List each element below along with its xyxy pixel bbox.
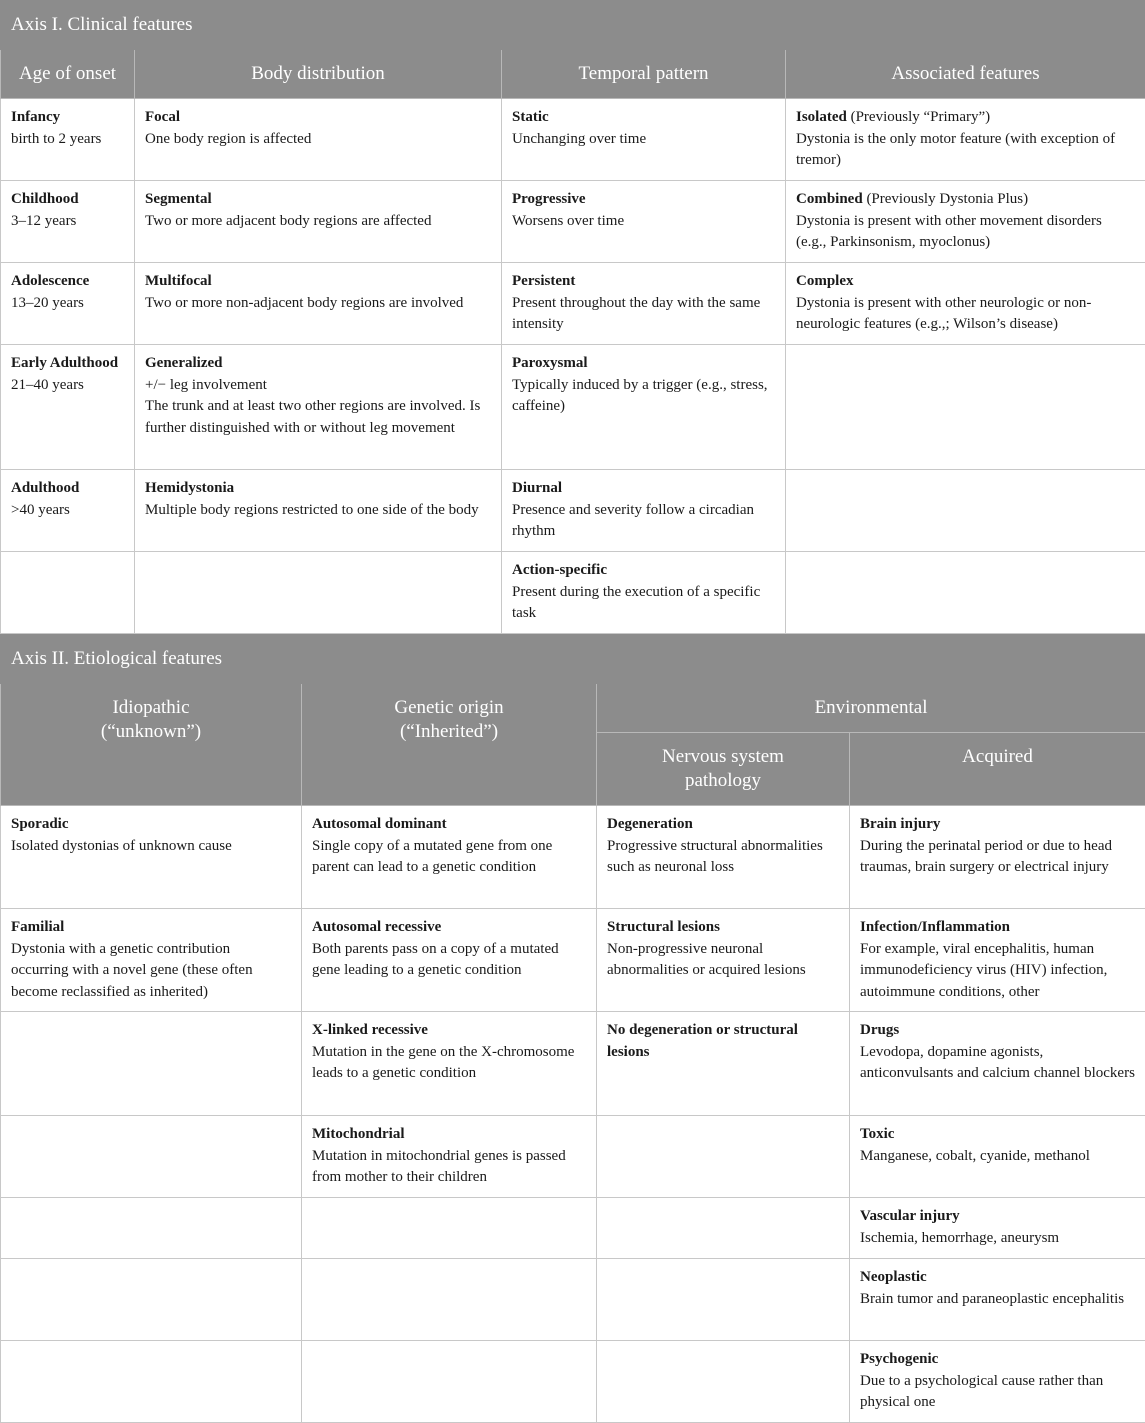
empty-cell — [1, 1198, 302, 1259]
cell-term: Autosomal recessive — [312, 919, 442, 935]
empty-cell — [1, 552, 135, 634]
cell-description: Isolated dystonias of unknown cause — [11, 837, 232, 854]
cell-term-line — [312, 1124, 586, 1146]
cell-term: Childhood — [11, 191, 79, 207]
empty-cell — [135, 552, 502, 634]
empty-cell — [1, 1012, 302, 1116]
table-row — [1, 1259, 1145, 1341]
cell-term-line — [512, 478, 775, 500]
cell-description: The trunk and at least two other regions are involved. Is further distinguished with or without leg movement — [145, 398, 481, 436]
cell-term-line — [11, 814, 291, 836]
table-cell — [850, 806, 1145, 909]
cell-term-line — [11, 917, 291, 939]
table-cell — [850, 1116, 1145, 1198]
cell-term-line — [860, 814, 1135, 836]
cell-term: Autosomal dominant — [312, 816, 447, 832]
cell-term-line — [11, 353, 124, 375]
cell-term: Structural lesions — [607, 919, 720, 935]
table-cell — [850, 1341, 1145, 1423]
cell-term: Neoplastic — [860, 1269, 927, 1285]
header-body-distribution: Body distribution — [135, 50, 502, 99]
cell-term-line — [860, 1124, 1135, 1146]
table-cell — [786, 263, 1145, 345]
header-nervous-line2: pathology — [685, 770, 761, 791]
empty-cell — [1, 1259, 302, 1341]
cell-term-line — [145, 478, 491, 500]
cell-description: Multiple body regions restricted to one side of the body — [145, 501, 479, 518]
header-environmental: Environmental — [597, 684, 1145, 733]
axis2-title: Axis II. Etiological features — [1, 635, 1145, 684]
cell-description: Worsens over time — [512, 212, 625, 229]
cell-description: birth to 2 years — [11, 130, 102, 147]
cell-description: 3–12 years — [11, 212, 77, 229]
empty-cell — [302, 1341, 597, 1423]
cell-term-line — [512, 353, 775, 375]
cell-term-line — [11, 271, 124, 293]
cell-term-line — [512, 271, 775, 293]
table-row — [1, 470, 1145, 552]
table-cell — [1, 806, 302, 909]
cell-term: Degeneration — [607, 816, 693, 832]
header-temporal-pattern: Temporal pattern — [502, 50, 786, 99]
cell-description: One body region is affected — [145, 130, 312, 147]
empty-cell — [597, 1198, 850, 1259]
cell-term-line — [312, 917, 586, 939]
table-row — [1, 345, 1145, 470]
cell-term-note: (Previously Dystonia Plus) — [862, 191, 1029, 207]
cell-term: Sporadic — [11, 816, 69, 832]
cell-description: During the perinatal period or due to head traumas, brain surgery or electrical injury — [860, 837, 1112, 875]
cell-description: Both parents pass on a copy of a mutated gene leading to a genetic condition — [312, 940, 559, 978]
axis2-body — [1, 806, 1145, 1423]
table-cell — [135, 181, 502, 263]
table-row — [1, 552, 1145, 634]
table-row — [1, 1341, 1145, 1423]
cell-term-line — [11, 107, 124, 129]
table-row — [1, 909, 1145, 1012]
cell-description: Non-progressive neuronal abnormalities or acquired lesions — [607, 940, 806, 978]
header-nervous-system-pathology — [597, 733, 850, 806]
cell-term-line — [860, 1349, 1135, 1371]
header-genetic-origin — [302, 684, 597, 806]
empty-cell — [1, 1341, 302, 1423]
empty-cell — [597, 1341, 850, 1423]
empty-cell — [786, 345, 1145, 470]
empty-cell — [302, 1259, 597, 1341]
table-cell — [597, 1012, 850, 1116]
empty-cell — [597, 1116, 850, 1198]
cell-term: Infancy — [11, 109, 61, 125]
cell-description: Levodopa, dopamine agonists, anticonvulsants and calcium channel blockers — [860, 1043, 1135, 1081]
table-cell — [502, 470, 786, 552]
cell-description: Progressive structural abnormalities such as neuronal loss — [607, 837, 823, 875]
table-cell — [597, 806, 850, 909]
cell-term-line — [860, 917, 1135, 939]
table-cell — [135, 263, 502, 345]
cell-term: Multifocal — [145, 273, 212, 289]
cell-term-line — [11, 189, 124, 211]
cell-term-line — [796, 189, 1135, 211]
table-row — [1, 1198, 1145, 1259]
cell-term: Progressive — [512, 191, 586, 207]
cell-term: X-linked recessive — [312, 1022, 428, 1038]
header-acquired: Acquired — [850, 733, 1145, 806]
table-row — [1, 1012, 1145, 1116]
cell-term-line — [145, 271, 491, 293]
header-associated-features: Associated features — [786, 50, 1145, 99]
table-cell — [302, 1012, 597, 1116]
table-row — [1, 1116, 1145, 1198]
cell-term-line — [145, 189, 491, 211]
table-cell — [502, 181, 786, 263]
axis1-body — [1, 99, 1145, 634]
cell-term: Toxic — [860, 1126, 895, 1142]
table-cell — [1, 909, 302, 1012]
cell-term-line — [607, 814, 839, 836]
cell-term: Complex — [796, 273, 854, 289]
table-cell — [135, 470, 502, 552]
table-cell — [135, 345, 502, 470]
cell-term-line — [11, 478, 124, 500]
cell-term: Psychogenic — [860, 1351, 939, 1367]
cell-term: Combined — [796, 191, 863, 207]
table-cell — [850, 1259, 1145, 1341]
table-cell — [1, 470, 135, 552]
cell-term-line — [796, 271, 1135, 293]
cell-term: Paroxysmal — [512, 355, 588, 371]
cell-term: Focal — [145, 109, 180, 125]
cell-description: Two or more adjacent body regions are affected — [145, 212, 432, 229]
header-age-of-onset: Age of onset — [1, 50, 135, 99]
table-cell — [786, 99, 1145, 181]
table-cell — [1, 345, 135, 470]
cell-term: No degeneration or structural lesions — [607, 1022, 798, 1060]
cell-term-line — [312, 814, 586, 836]
cell-description: Dystonia is present with other neurologic or non-neurologic features (e.g.,; Wilson’s disease) — [796, 294, 1092, 332]
empty-cell — [302, 1198, 597, 1259]
cell-description: >40 years — [11, 501, 70, 518]
cell-term: Early Adulthood — [11, 355, 119, 371]
table-cell — [502, 345, 786, 470]
cell-term: Familial — [11, 919, 65, 935]
cell-description: Manganese, cobalt, cyanide, methanol — [860, 1147, 1090, 1164]
table-cell — [302, 909, 597, 1012]
table-cell — [302, 806, 597, 909]
cell-description: Mutation in mitochondrial genes is passed from mother to their children — [312, 1147, 566, 1185]
cell-term-line — [607, 917, 839, 939]
cell-term-line — [145, 107, 491, 129]
cell-term: Drugs — [860, 1022, 900, 1038]
cell-description: 13–20 years — [11, 294, 84, 311]
header-idiopathic — [1, 684, 302, 806]
table-row — [1, 263, 1145, 345]
cell-term-line — [145, 353, 491, 375]
table-cell — [850, 1012, 1145, 1116]
cell-description: Present during the execution of a specific task — [512, 583, 761, 621]
cell-term: Persistent — [512, 273, 576, 289]
cell-term-note: (Previously “Primary”) — [846, 109, 991, 125]
table-cell — [1, 263, 135, 345]
table-cell — [502, 263, 786, 345]
etiological-features-table — [0, 634, 1145, 1423]
cell-term-line — [512, 107, 775, 129]
cell-term: Action-specific — [512, 562, 607, 578]
header-genetic-line1: Genetic origin — [394, 697, 504, 718]
cell-description: Brain tumor and paraneoplastic encephalitis — [860, 1290, 1125, 1307]
cell-description: Due to a psychological cause rather than physical one — [860, 1372, 1104, 1410]
table-row — [1, 99, 1145, 181]
table-cell — [850, 909, 1145, 1012]
header-nervous-line1: Nervous system — [662, 746, 784, 767]
cell-term: Adolescence — [11, 273, 90, 289]
cell-description: For example, viral encephalitis, human immunodeficiency virus (HIV) infection, autoimmune conditions, other — [860, 940, 1108, 1000]
axis1-title: Axis I. Clinical features — [1, 1, 1145, 50]
empty-cell — [786, 552, 1145, 634]
cell-description: Present throughout the day with the same intensity — [512, 294, 761, 332]
cell-term: Adulthood — [11, 480, 80, 496]
cell-description: Dystonia with a genetic contribution occurring with a novel gene (these often become reclassified as inherited) — [11, 940, 253, 1000]
table-cell — [502, 99, 786, 181]
cell-description: Dystonia is the only motor feature (with exception of tremor) — [796, 130, 1116, 168]
cell-description: Dystonia is present with other movement disorders (e.g., Parkinsonism, myoclonus) — [796, 212, 1102, 250]
cell-term-line — [796, 107, 1135, 129]
cell-description: Two or more non-adjacent body regions are involved — [145, 294, 464, 311]
cell-term: Static — [512, 109, 549, 125]
cell-description: +/− leg involvement — [145, 376, 267, 393]
cell-term-line — [512, 560, 775, 582]
table-cell — [786, 181, 1145, 263]
table-row — [1, 181, 1145, 263]
cell-term-line — [860, 1020, 1135, 1042]
cell-term-line — [512, 189, 775, 211]
table-cell — [850, 1198, 1145, 1259]
cell-description: Unchanging over time — [512, 130, 647, 147]
header-idiopathic-line2: (“unknown”) — [100, 721, 202, 742]
cell-description: Ischemia, hemorrhage, aneurysm — [860, 1229, 1060, 1246]
empty-cell — [786, 470, 1145, 552]
table-cell — [1, 181, 135, 263]
table-cell — [1, 99, 135, 181]
header-genetic-line2: (“Inherited”) — [399, 721, 499, 742]
cell-term: Diurnal — [512, 480, 563, 496]
cell-term: Vascular injury — [860, 1208, 960, 1224]
table-cell — [597, 909, 850, 1012]
cell-term: Segmental — [145, 191, 212, 207]
cell-term: Mitochondrial — [312, 1126, 405, 1142]
cell-term: Brain injury — [860, 816, 941, 832]
clinical-features-table — [0, 0, 1145, 634]
cell-term-line — [860, 1267, 1135, 1289]
table-cell — [302, 1116, 597, 1198]
cell-term-line — [860, 1206, 1135, 1228]
header-idiopathic-line1: Idiopathic — [112, 697, 190, 718]
table-cell — [135, 99, 502, 181]
empty-cell — [597, 1259, 850, 1341]
cell-term-line — [607, 1020, 839, 1063]
table-row — [1, 806, 1145, 909]
cell-description: Mutation in the gene on the X-chromosome leads to a genetic condition — [312, 1043, 575, 1081]
cell-term: Isolated — [796, 109, 847, 125]
cell-description: Typically induced by a trigger (e.g., stress, caffeine) — [512, 376, 768, 414]
cell-description: 21–40 years — [11, 376, 84, 393]
cell-term: Generalized — [145, 355, 223, 371]
cell-description: Single copy of a mutated gene from one parent can lead to a genetic condition — [312, 837, 553, 875]
cell-term-line — [312, 1020, 586, 1042]
empty-cell — [1, 1116, 302, 1198]
cell-term: Infection/Inflammation — [860, 919, 1010, 935]
table-cell — [502, 552, 786, 634]
cell-description: Presence and severity follow a circadian rhythm — [512, 501, 754, 539]
cell-term: Hemidystonia — [145, 480, 235, 496]
